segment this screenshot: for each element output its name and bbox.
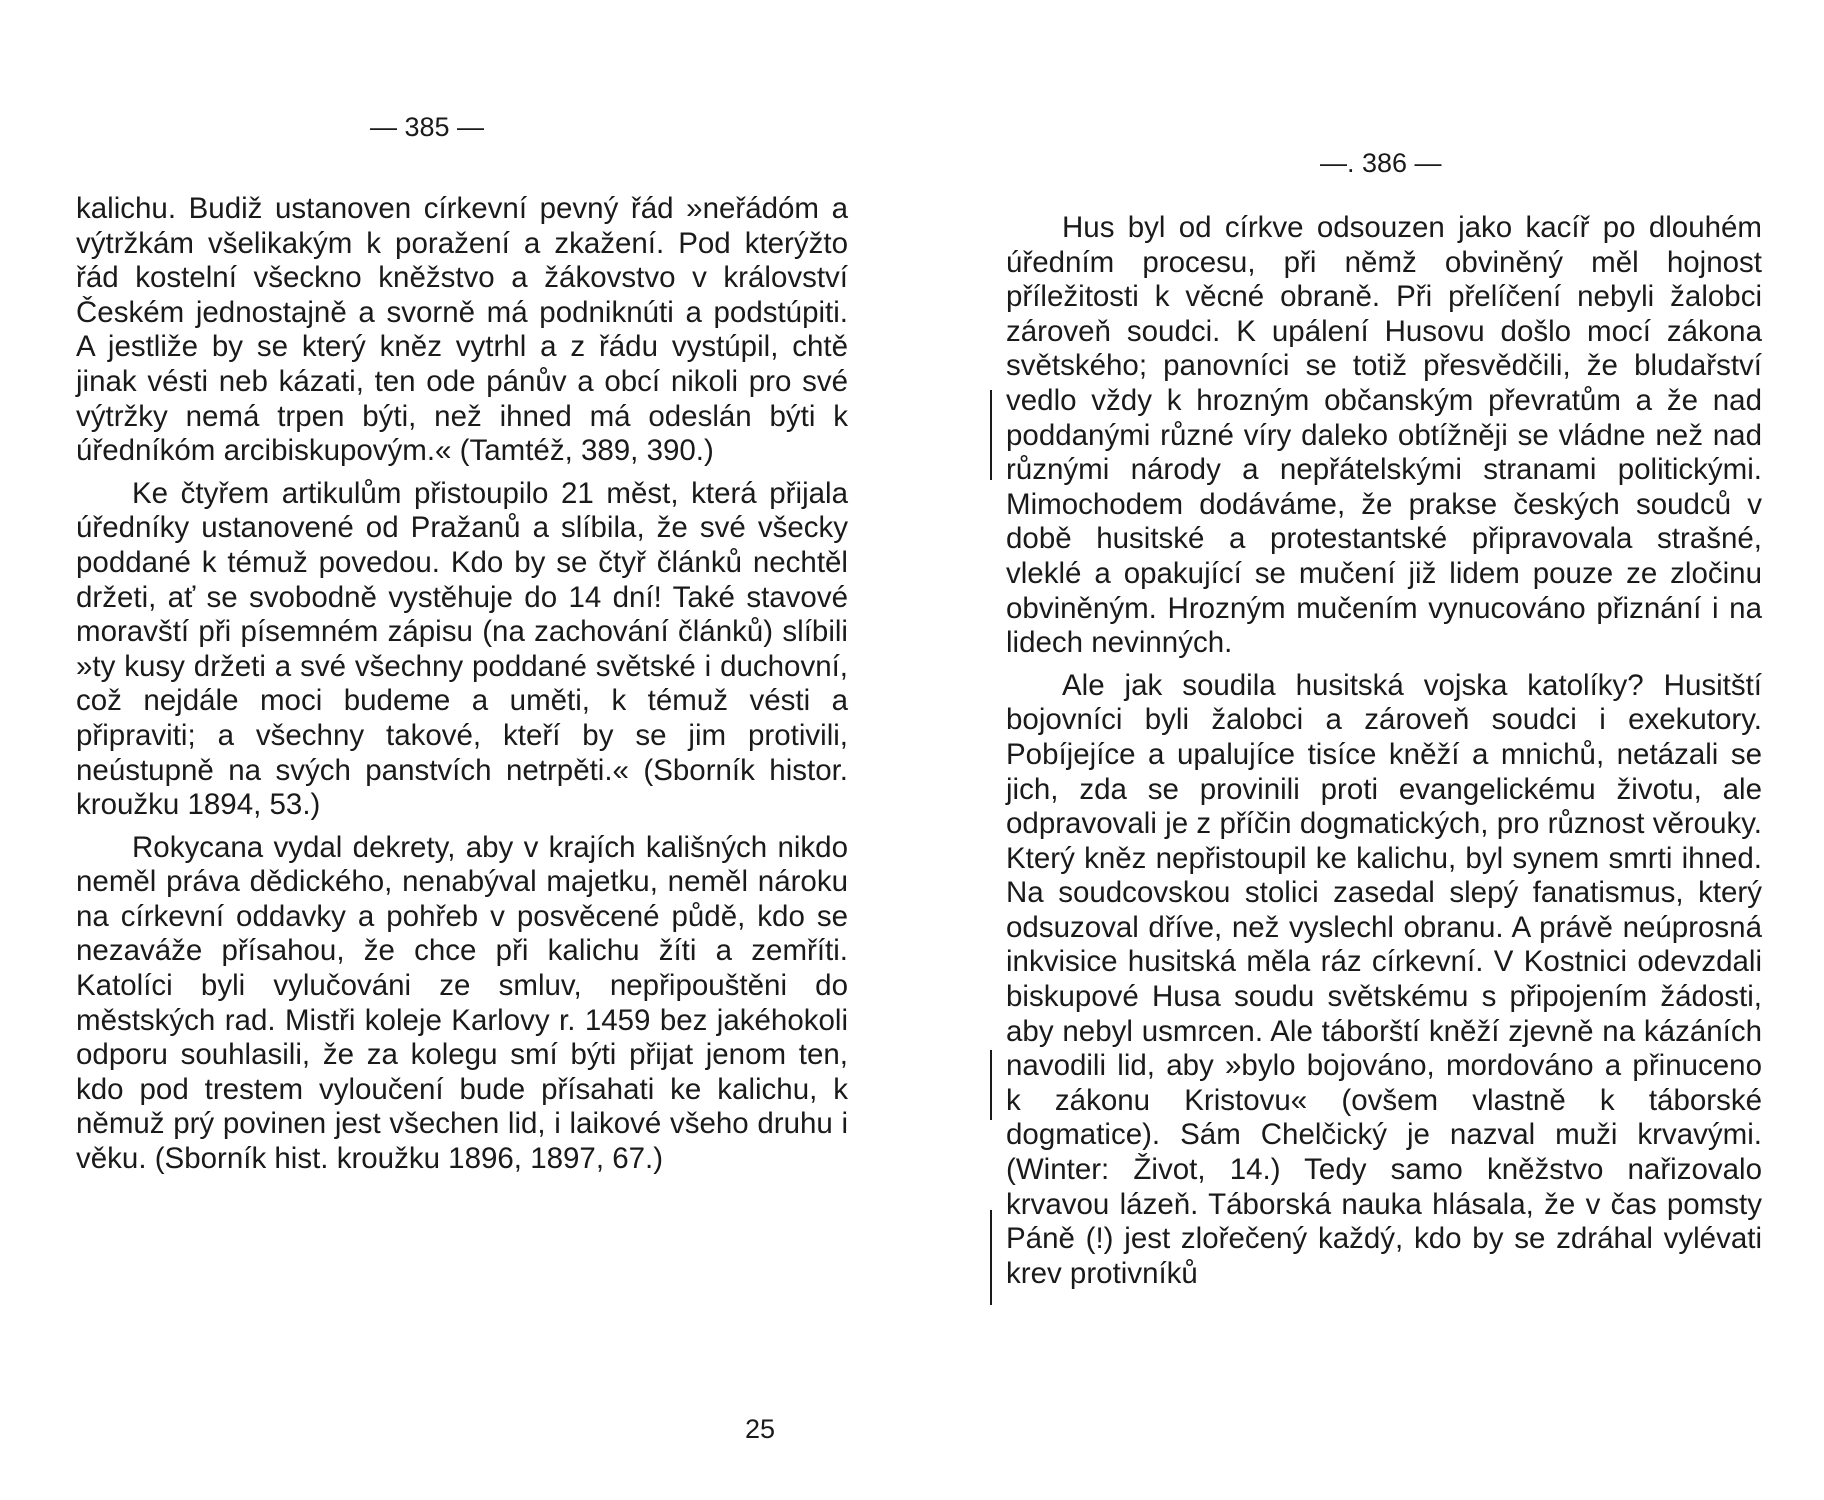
right-page-body — [1006, 211, 1762, 1291]
margin-mark-2 — [990, 1050, 992, 1120]
left-paragraph-1: kalichu. Budiž ustanoven církevní pevný řád »neřádóm a výtržkám všelikakým k poražení a zkažení. Pod kterýžto řád kostelní všeckno kněžstvo a žákovstvo v království Českém jednostajně a svorně má podniknúti a podstúpiti. A jestliže by se který kněz vytrhl a z řádu vystúpil, chtě jinak vésti neb kázati, ten ode pánův a obcí nikoli pro své výtržky nemá trpen býti, než ihned má odeslán býti k úředníkóm arcibiskupovým.« (Tamtéž, 389, 390.) — [76, 192, 848, 468]
right-paragraph-2: Ale jak soudila husitská vojska katolíky? Husitští bojovníci byli žalobci a zároveň soudci i exekutory. Pobíjejíce a upalujíce tisíce kněží a mnichů, netázali se jich, zda se provinili proti evangelickému životu, ale odpravovali je z příčin dogmatických, pro různost věrouky. Který kněz nepřistoupil ke kalichu, byl synem smrti ihned. Na soudcovskou stolici zasedal slepý fanatismus, který odsuzoval dříve, než vyslechl obranu. A právě neúprosná inkvisice husitská měla ráz církevní. V Kostnici odevzdali biskupové Husa soudu světskému s připojením žádosti, aby nebyl usmrcen. Ale táborští kněží zjevně na kázáních navodili lid, aby »bylo bojováno, mordováno a přinuceno k zákonu Kristovu« (ovšem vlastně k táborské dogmatice). Sám Chelčický je nazval muži krvavými. (Winter: Život, 14.) Tedy samo kněžstvo nařizovalo krvavou lázeň. Táborská nauka hlásala, že v čas pomsty Páně (!) jest zlořečený každý, kdo by se zdráhal vylévati krev protivníků — [1006, 668, 1762, 1290]
right-page-number: —. 386 — — [1320, 148, 1442, 178]
left-page-number: — 385 — — [370, 112, 485, 142]
printer-signature-mark: 25 — [745, 1414, 776, 1444]
left-paragraph-3: Rokycana vydal dekrety, aby v krajích kališných nikdo neměl práva dědického, nenabýval majetku, neměl nároku na církevní oddavky a pohřeb v posvěcené půdě, kdo se nezaváže přísahou, že chce při kalichu žíti a zemříti. Katolíci byli vylučováni ze smluv, nepřipouštěni do městských rad. Mistři koleje Karlovy r. 1459 bez jakéhokoli odporu souhlasili, že za kolegu smí býti přijat jenom ten, kdo pod trestem vyloučení bude přísahati ke kalichu, k němuž prý povinen jest všechen lid, i laikové všeho druhu i věku. (Sborník hist. kroužku 1896, 1897, 67.) — [76, 830, 848, 1176]
left-paragraph-2: Ke čtyřem artikulům přistoupilo 21 měst, která přijala úředníky ustanovené od Pražanů a slíbila, že své všecky poddané k témuž povedou. Kdo by se čtyř článků nechtěl držeti, ať se svobodně vystěhuje do 14 dní! Také stavové moravští při písemném zápisu (na zachování článků) slíbili »ty kusy držeti a své všechny poddané světské i duchovní, což nejdále moci budeme a uměti, k témuž vésti a připraviti; a všechny takové, kteří by se jim protivili, neústupně na svých panstvích netrpěti.« (Sborník histor. kroužku 1894, 53.) — [76, 476, 848, 822]
left-page-body — [76, 192, 848, 1177]
right-paragraph-1: Hus byl od církve odsouzen jako kacíř po dlouhém úředním procesu, při němž obviněný měl hojnost příležitosti k věcné obraně. Při přelíčení nebyli žalobci zároveň soudci. K upálení Husovu došlo mocí zákona světského; panovníci se totiž přesvědčili, že bludařství vedlo vždy k hrozným občanským převratům a že nad poddanými různé víry daleko obtížněji se vládne než nad různými národy a nepřátelskými stranami politickými. Mimochodem dodáváme, že prakse českých soudců v době husitské a protestantské připravovala strašné, vleklé a opakující se mučení již lidem pouze ze zločinu obviněným. Hrozným mučením vynucováno přiznání i na lidech nevinných. — [1006, 211, 1762, 660]
margin-mark-1 — [990, 390, 992, 480]
margin-mark-3 — [990, 1210, 992, 1305]
